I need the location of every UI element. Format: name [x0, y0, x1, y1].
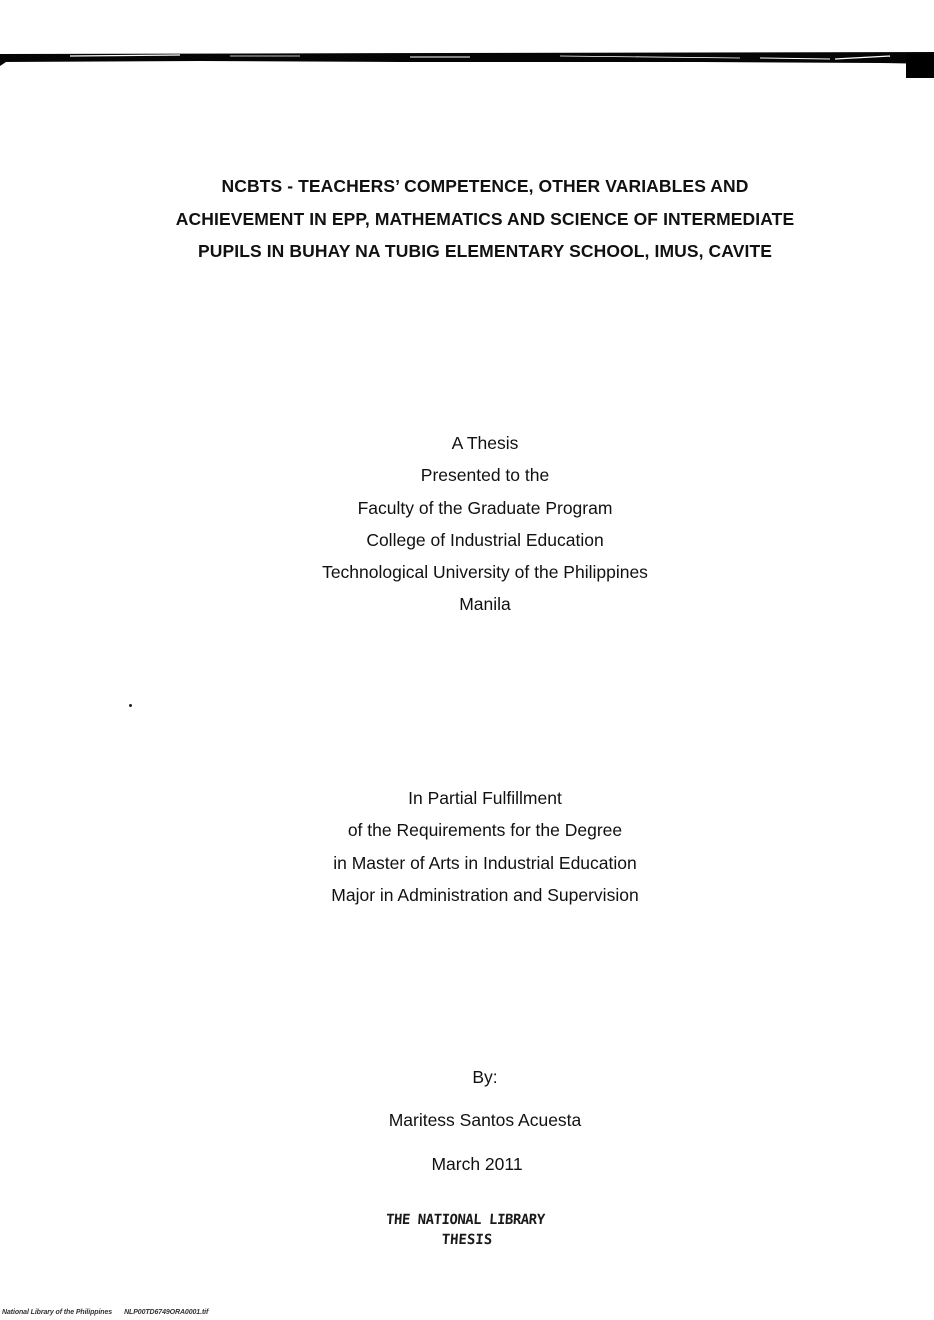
presented-line-6: Manila [459, 594, 511, 615]
scan-edge-shadow [906, 54, 934, 78]
scan-speck [129, 704, 132, 707]
presented-line-2: Presented to the [420, 465, 550, 486]
fulfillment-block [0, 782, 934, 911]
title-line-2: ACHIEVEMENT IN EPP, MATHEMATICS AND SCIENCE OF INTERMEDIATE [175, 208, 795, 229]
scan-border-bar [0, 50, 934, 74]
fulfillment-line-2: of the Requirements for the Degree [347, 820, 623, 841]
scan-footer [2, 1309, 208, 1316]
fulfillment-line-4: Major in Administration and Supervision [331, 884, 639, 905]
title-line-3: PUPILS IN BUHAY NA TUBIG ELEMENTARY SCHOOL, IMUS, CAVITE [197, 241, 773, 261]
thesis-title [120, 170, 850, 268]
presented-line-5: Technological University of the Philippines [322, 562, 648, 583]
library-stamp [385, 1212, 576, 1248]
presented-line-4: College of Industrial Education [366, 529, 604, 550]
fulfillment-line-3: in Master of Arts in Industrial Education [333, 852, 637, 873]
fulfillment-line-1: In Partial Fulfillment [408, 788, 562, 808]
footer-source: National Library of the Philippines [2, 1309, 113, 1316]
title-line-1: NCBTS - TEACHERS’ COMPETENCE, OTHER VARIABLES AND [221, 176, 749, 196]
author-name: Maritess Santos Acuesta [388, 1110, 582, 1130]
presented-line-1: A Thesis [451, 433, 519, 453]
by-label: By: [472, 1067, 498, 1087]
presentation-block [0, 427, 934, 621]
footer-file: NLP00TD6749ORA0001.tif [124, 1309, 209, 1316]
stamp-line-2: THESIS [441, 1232, 493, 1248]
presented-line-3: Faculty of the Graduate Program [357, 497, 613, 518]
stamp-line-1: THE NATIONAL LIBRARY [385, 1212, 546, 1228]
submission-date: March 2011 [431, 1154, 523, 1174]
